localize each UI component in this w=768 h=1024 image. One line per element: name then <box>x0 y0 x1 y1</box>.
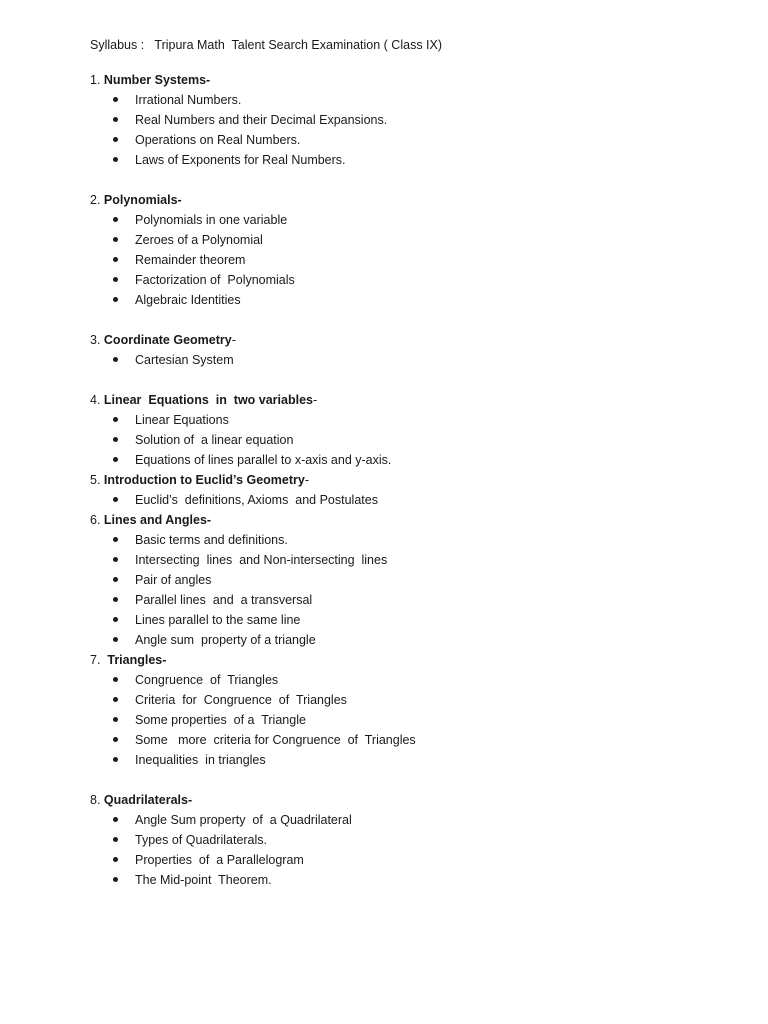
syllabus-section <box>90 330 730 370</box>
topic-text: Algebraic Identities <box>135 293 241 307</box>
section-title: Coordinate Geometry <box>103 333 232 347</box>
section-suffix: - <box>231 333 236 347</box>
section-number: 8. <box>90 793 104 807</box>
section-number: 3. <box>90 333 104 347</box>
bullet-icon <box>113 417 118 422</box>
topic-item <box>90 830 730 850</box>
section-title: Polynomials- <box>103 193 182 207</box>
bullet-icon <box>113 677 118 682</box>
topic-item <box>90 550 730 570</box>
topic-item <box>90 350 730 370</box>
topic-item <box>90 490 730 510</box>
topic-text: Angle sum property of a triangle <box>135 633 316 647</box>
section-number: 5. <box>90 473 104 487</box>
bullet-icon <box>113 137 118 142</box>
section-suffix: - <box>312 393 318 407</box>
topic-text: Angle Sum property of a Quadrilateral <box>135 813 352 827</box>
topic-item <box>90 590 730 610</box>
bullet-icon <box>113 817 118 822</box>
topic-item <box>90 430 730 450</box>
bullet-icon <box>113 697 118 702</box>
topic-list <box>90 350 730 370</box>
section-heading <box>90 330 730 350</box>
topic-list <box>90 490 730 510</box>
topic-text: Factorization of Polynomials <box>135 273 295 287</box>
topic-text: The Mid-point Theorem. <box>135 873 272 887</box>
topic-text: Properties of a Parallelogram <box>135 853 304 867</box>
bullet-icon <box>113 117 118 122</box>
topic-text: Congruence of Triangles <box>135 673 279 687</box>
topic-item <box>90 570 730 590</box>
topic-text: Some more criteria for Congruence of Triangles <box>135 733 416 747</box>
syllabus-section <box>90 190 730 310</box>
topic-list <box>90 670 730 770</box>
bullet-icon <box>113 737 118 742</box>
topic-text: Laws of Exponents for Real Numbers. <box>135 153 346 167</box>
topic-item <box>90 210 730 230</box>
bullet-icon <box>113 257 118 262</box>
topic-list <box>90 210 730 310</box>
topic-text: Cartesian System <box>135 353 234 367</box>
section-heading <box>90 470 730 490</box>
syllabus-section <box>90 470 730 510</box>
topic-item <box>90 710 730 730</box>
topic-item <box>90 270 730 290</box>
topic-item <box>90 130 730 150</box>
topic-text: Criteria for Congruence of Triangles <box>135 693 347 707</box>
section-number: 7. <box>90 653 108 667</box>
bullet-icon <box>113 757 118 762</box>
topic-item <box>90 110 730 130</box>
topic-item <box>90 750 730 770</box>
bullet-icon <box>113 237 118 242</box>
topic-item <box>90 810 730 830</box>
bullet-icon <box>113 437 118 442</box>
syllabus-sections <box>90 70 730 890</box>
syllabus-section <box>90 390 730 470</box>
bullet-icon <box>113 157 118 162</box>
bullet-icon <box>113 537 118 542</box>
topic-text: Pair of angles <box>135 573 212 587</box>
syllabus-section <box>90 70 730 170</box>
section-title: Linear Equations in two variables <box>103 393 313 407</box>
topic-item <box>90 850 730 870</box>
section-heading <box>90 650 730 670</box>
topic-text: Basic terms and definitions. <box>135 533 288 547</box>
bullet-icon <box>113 857 118 862</box>
topic-list <box>90 810 730 890</box>
section-heading <box>90 790 730 810</box>
topic-text: Some properties of a Triangle <box>135 713 306 727</box>
topic-item <box>90 450 730 470</box>
topic-text: Parallel lines and a transversal <box>135 593 313 607</box>
topic-item <box>90 630 730 650</box>
section-suffix: - <box>304 473 310 487</box>
bullet-icon <box>113 97 118 102</box>
bullet-icon <box>113 457 118 462</box>
topic-text: Euclid’s definitions, Axioms and Postulates <box>135 493 378 507</box>
bullet-icon <box>113 497 118 502</box>
bullet-icon <box>113 577 118 582</box>
bullet-icon <box>113 597 118 602</box>
topic-item <box>90 290 730 310</box>
topic-text: Types of Quadrilaterals. <box>135 833 268 847</box>
section-title: Lines and Angles- <box>103 513 212 527</box>
topic-item <box>90 230 730 250</box>
topic-item <box>90 150 730 170</box>
topic-item <box>90 610 730 630</box>
topic-text: Equations of lines parallel to x-axis and y-axis. <box>135 453 392 467</box>
section-heading <box>90 190 730 210</box>
topic-text: Inequalities in triangles <box>135 753 266 767</box>
topic-text: Operations on Real Numbers. <box>135 133 301 147</box>
topic-text: Polynomials in one variable <box>135 213 288 227</box>
syllabus-section <box>90 790 730 890</box>
topic-text: Lines parallel to the same line <box>135 613 301 627</box>
topic-list <box>90 90 730 170</box>
title-label: Syllabus : <box>90 38 145 52</box>
bullet-icon <box>113 617 118 622</box>
bullet-icon <box>113 717 118 722</box>
bullet-icon <box>113 217 118 222</box>
topic-text: Intersecting lines and Non-intersecting lines <box>135 553 388 567</box>
title-text: Tripura Math Talent Search Examination ( Class IX) <box>144 38 443 52</box>
topic-text: Real Numbers and their Decimal Expansions. <box>135 113 388 127</box>
document-title <box>90 36 442 54</box>
section-number: 1. <box>90 73 104 87</box>
topic-text: Solution of a linear equation <box>135 433 294 447</box>
bullet-icon <box>113 557 118 562</box>
syllabus-section <box>90 650 730 770</box>
bullet-icon <box>113 877 118 882</box>
section-heading <box>90 510 730 530</box>
syllabus-section <box>90 510 730 650</box>
topic-item <box>90 670 730 690</box>
topic-item <box>90 690 730 710</box>
bullet-icon <box>113 277 118 282</box>
section-title: Quadrilaterals- <box>103 793 193 807</box>
section-heading <box>90 70 730 90</box>
topic-list <box>90 410 730 470</box>
section-heading <box>90 390 730 410</box>
topic-item <box>90 250 730 270</box>
topic-item <box>90 410 730 430</box>
topic-text: Zeroes of a Polynomial <box>135 233 263 247</box>
bullet-icon <box>113 297 118 302</box>
topic-item <box>90 870 730 890</box>
section-number: 2. <box>90 193 104 207</box>
section-title: Introduction to Euclid’s Geometry <box>103 473 305 487</box>
section-title: Triangles- <box>107 653 167 667</box>
topic-text: Irrational Numbers. <box>135 93 242 107</box>
bullet-icon <box>113 637 118 642</box>
topic-item <box>90 90 730 110</box>
topic-text: Remainder theorem <box>135 253 246 267</box>
section-number: 6. <box>90 513 104 527</box>
section-title: Number Systems- <box>103 73 211 87</box>
topic-text: Linear Equations <box>135 413 229 427</box>
bullet-icon <box>113 837 118 842</box>
topic-item <box>90 730 730 750</box>
topic-item <box>90 530 730 550</box>
topic-list <box>90 530 730 650</box>
section-number: 4. <box>90 393 104 407</box>
bullet-icon <box>113 357 118 362</box>
